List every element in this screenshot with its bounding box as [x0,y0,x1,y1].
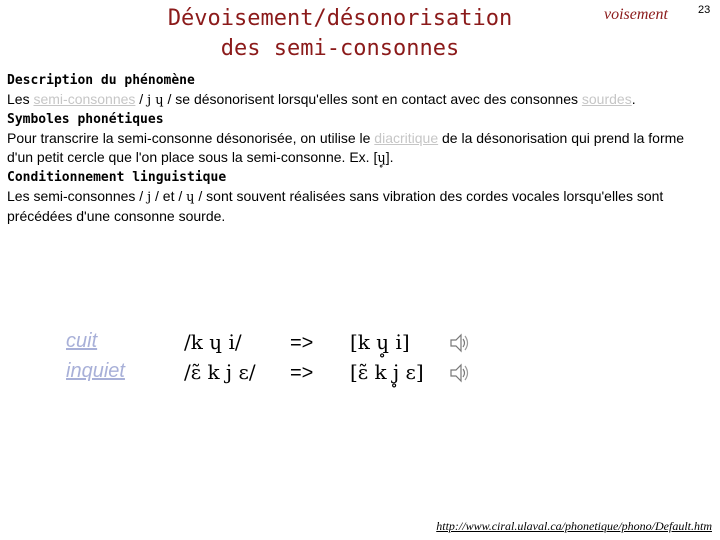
section-tag: voisement [604,6,668,23]
example-arrow: => [290,362,314,384]
heading-conditionnement: Conditionnement linguistique [7,170,227,185]
ipa-example: ɥ̥ [377,151,386,166]
heading-symboles: Symboles phonétiques [7,112,164,127]
paragraph-description: Les semi-consonnes / j ɥ / se désonorisent lorsqu'elles sont en contact avec des consonnes sourdes. [7,91,636,108]
example-phonemic: /ɛ̃ k j ɛ/ [184,360,256,384]
example-word-link[interactable]: inquiet [66,360,125,382]
link-sourdes[interactable]: sourdes [581,91,632,107]
ipa-symbols: j ɥ [147,93,164,108]
heading-description: Description du phénomène [7,73,195,88]
title-line-1: Dévoisement/désonorisation [167,6,513,31]
example-realized: [ɛ̃ k j̥ ɛ] [350,360,424,384]
paragraph-conditionnement: Les semi-consonnes / j / et / ɥ / sont souvent réalisées sans vibration des cordes vocales lorsqu'elles sont précédées d'une consonne sourde. [7,188,664,224]
title-line-2: des semi-consonnes [220,36,460,61]
example-word-link[interactable]: cuit [66,330,98,352]
example-arrow: => [290,332,314,354]
ipa-j: j [147,190,152,205]
link-semi-consonnes[interactable]: semi-consonnes [33,91,136,107]
speaker-icon[interactable] [448,362,470,384]
example-phonemic: /k ɥ i/ [184,330,242,354]
paragraph-symboles: Pour transcrire la semi-consonne désonorisée, on utilise le diacritique de la désonorisation qui prend la forme d'un petit cercle que l'on place sous la semi-consonne. Ex. [ɥ̥]. [7,130,685,166]
footer-link[interactable]: http://www.ciral.ulaval.ca/phonetique/phono/Default.htm [436,519,712,533]
ipa-h: ɥ [186,190,195,205]
link-diacritique[interactable]: diacritique [374,130,439,146]
content-area [7,71,697,226]
page-number: 23 [698,4,711,16]
example-realized: [k ɥ̥ i] [350,330,410,354]
speaker-icon[interactable] [448,332,470,354]
slide-title [140,4,540,64]
